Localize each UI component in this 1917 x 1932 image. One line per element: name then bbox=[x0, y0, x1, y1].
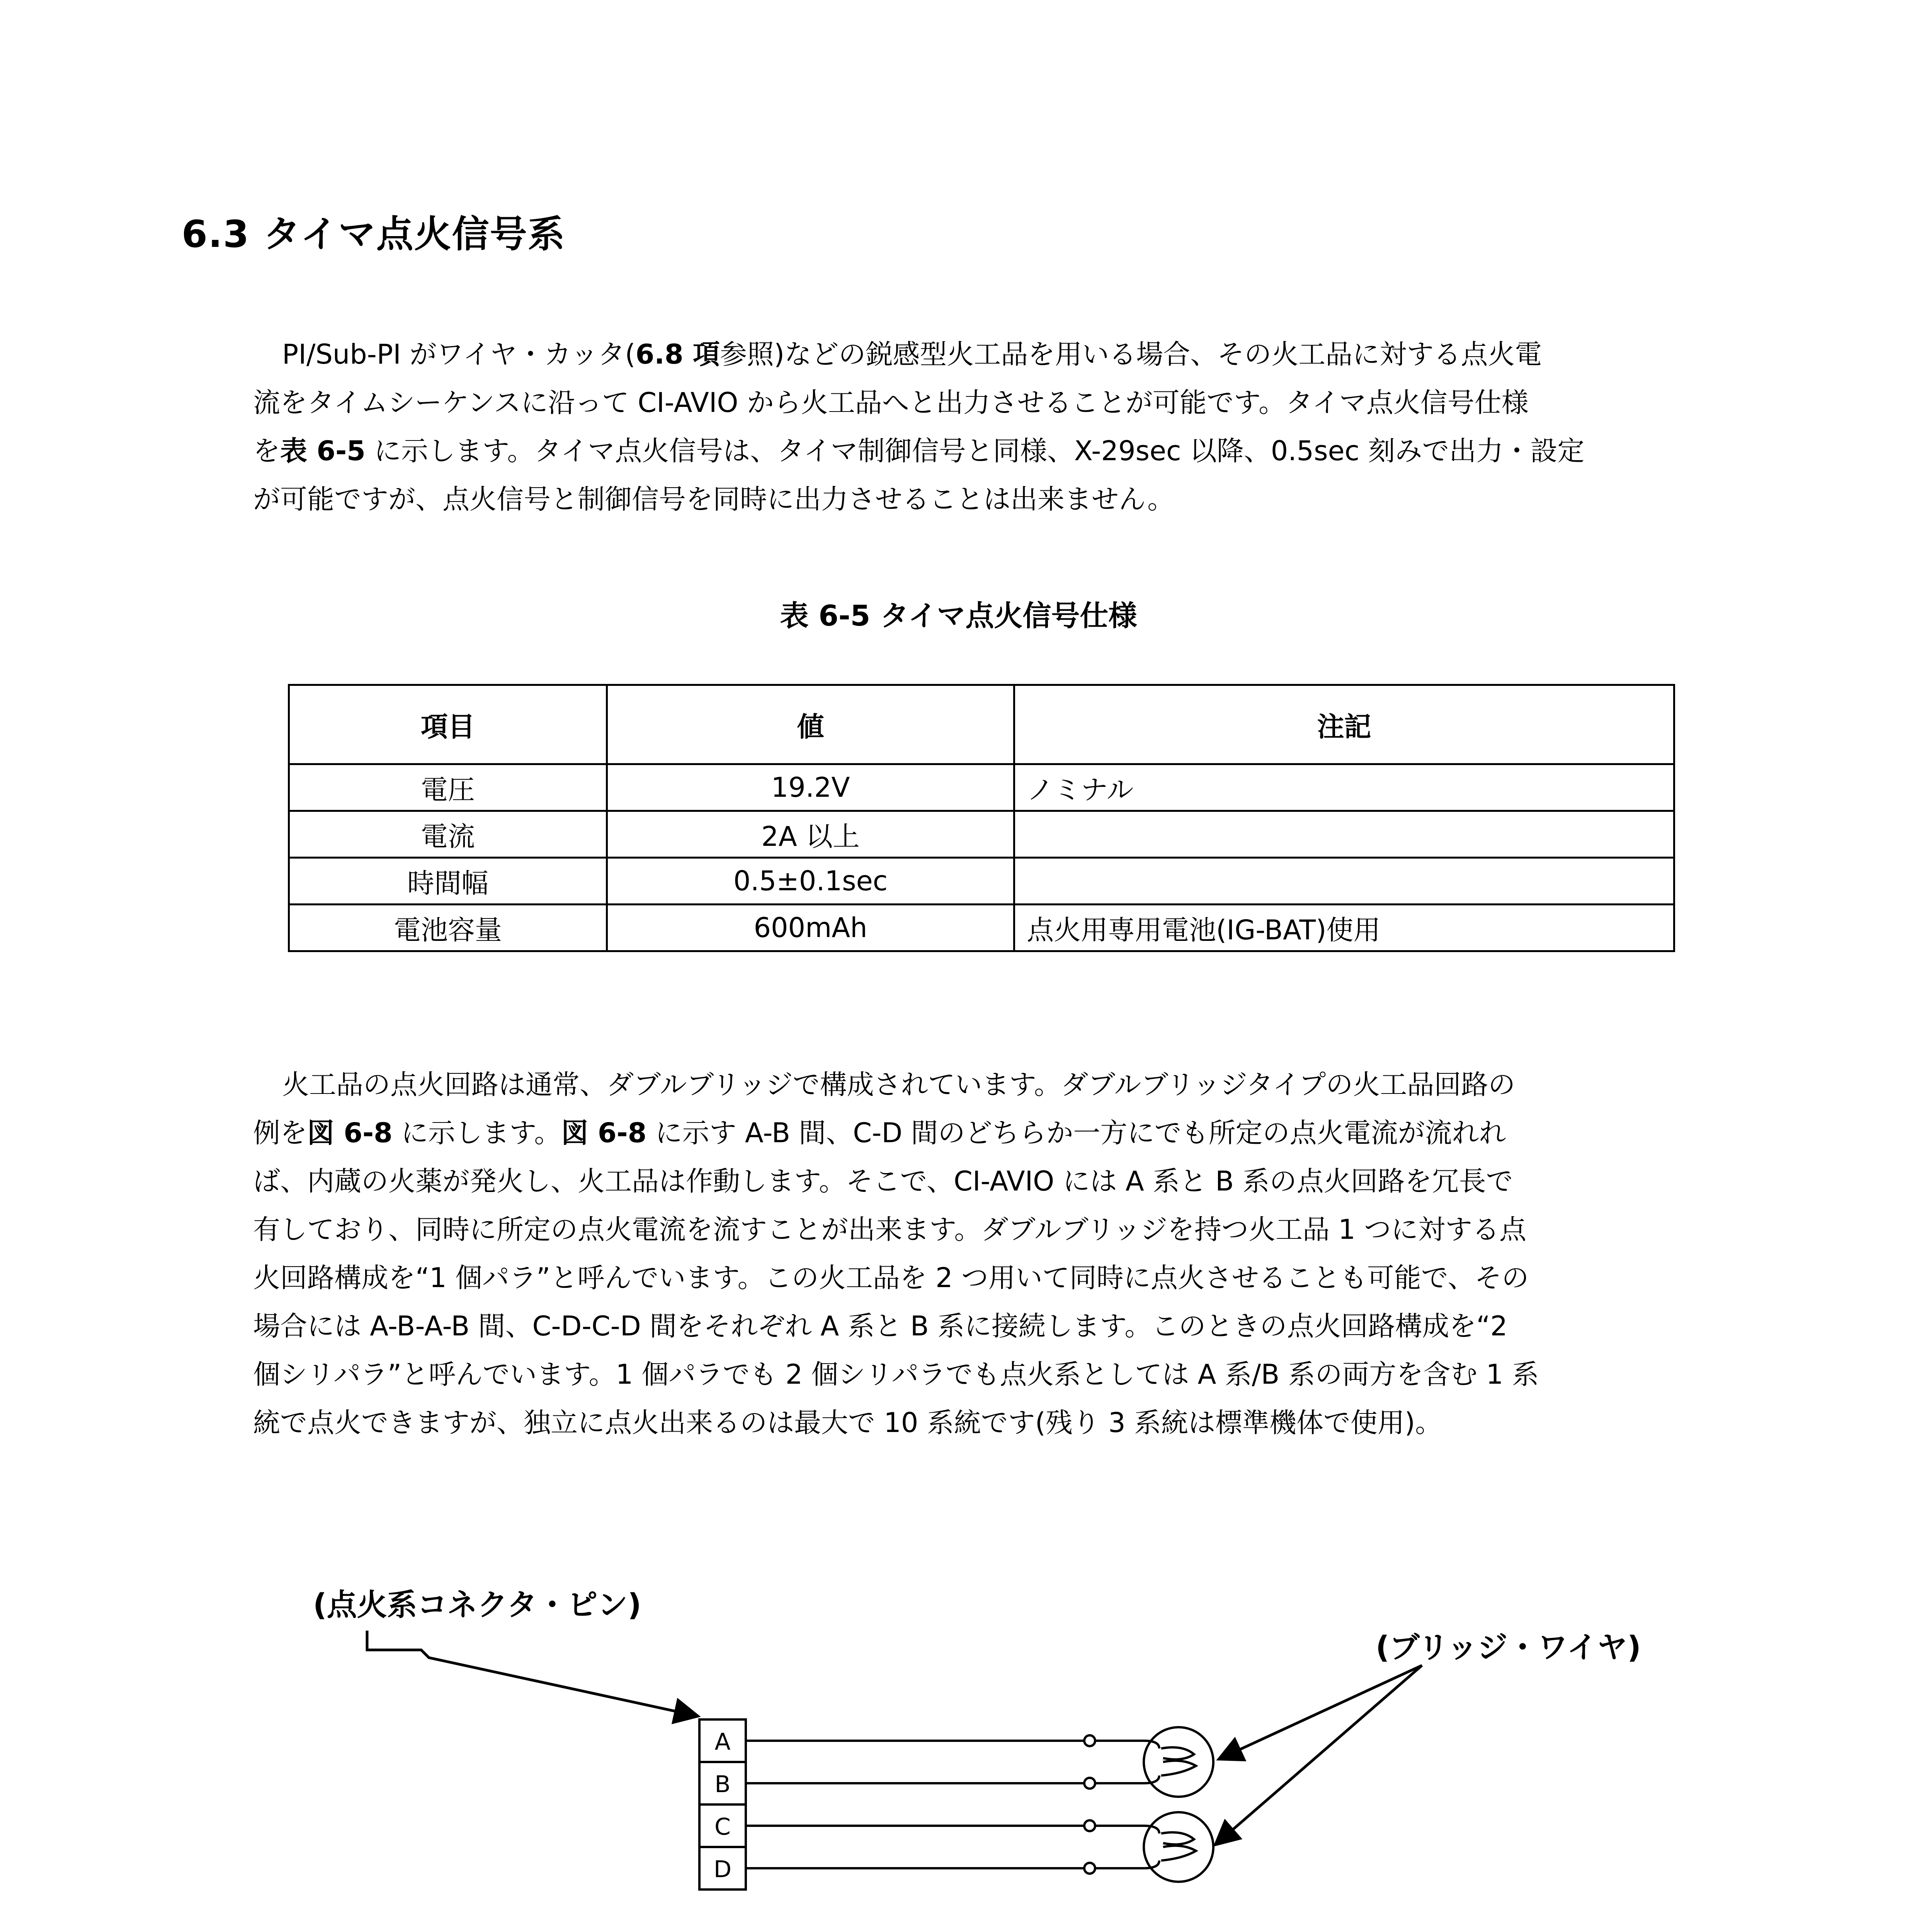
table-cell: 時間幅 bbox=[289, 858, 607, 905]
connector-arrow bbox=[367, 1631, 696, 1716]
table-cell bbox=[1014, 811, 1674, 858]
table-row bbox=[289, 858, 1674, 905]
pin-label-c: C bbox=[714, 1813, 731, 1840]
table-cell: 0.5±0.1sec bbox=[607, 858, 1014, 905]
table-cell: 2A 以上 bbox=[607, 811, 1014, 858]
paragraph-line: 有しており、同時に所定の点火電流を流すことが出来ます。ダブルブリッジを持つ火工品 1 つに対する点 bbox=[253, 1214, 1527, 1245]
circuit-paragraph bbox=[253, 1061, 1733, 1447]
table-caption: 表 6-5 タイマ点火信号仕様 bbox=[780, 599, 1137, 633]
table-header-row bbox=[289, 685, 1674, 764]
paragraph-line: が可能ですが、点火信号と制御信号を同時に出力させることは出来ません。 bbox=[253, 483, 1175, 515]
connector-pins bbox=[699, 1719, 746, 1889]
paragraph-line: 統で点火できますが、独立に点火出来るのは最大で 10 系統です(残り 3 系統は標準機体で使用)。 bbox=[253, 1407, 1442, 1439]
table-cell: ノミナル bbox=[1014, 764, 1674, 811]
table-cell: 19.2V bbox=[607, 764, 1014, 811]
section-reference: 6.8 項 bbox=[635, 338, 720, 370]
paragraph-line: 場合には A-B-A-B 間、C-D-C-D 間をそれぞれ A 系と B 系に接続します。このときの点火回路構成を“2 bbox=[253, 1310, 1508, 1342]
intro-paragraph bbox=[253, 330, 1733, 524]
table-row bbox=[289, 764, 1674, 811]
paragraph-line: 火回路構成を“1 個パラ”と呼んでいます。この火工品を 2 つ用いて同時に点火させることも可能で、その bbox=[253, 1262, 1529, 1294]
table-header: 注記 bbox=[1014, 685, 1674, 764]
terminal-dots bbox=[1084, 1735, 1095, 1874]
paragraph-line: 例を図 6-8 に示します。図 6-8 に示す A-B 間、C-D 間のどちらか一方にでも所定の点火電流が流れれ bbox=[253, 1117, 1506, 1149]
paragraph-line: 個シリパラ”と呼んでいます。1 個パラでも 2 個シリパラでも点火系としては A 系/B 系の両方を含む 1 系 bbox=[253, 1359, 1539, 1390]
circuit-wires bbox=[746, 1741, 1159, 1868]
section-title: 6.3 タイマ点火信号系 bbox=[182, 213, 566, 256]
paragraph-line: ば、内蔵の火薬が発火し、火工品は作動します。そこで、CI-AVIO には A 系と B 系の点火回路を冗長で bbox=[253, 1165, 1513, 1197]
table-header: 値 bbox=[607, 685, 1014, 764]
bridge-wire-label: (ブリッジ・ワイヤ) bbox=[1376, 1630, 1641, 1665]
bridge-arrows bbox=[1217, 1665, 1422, 1843]
table-row bbox=[289, 811, 1674, 858]
pin-label-d: D bbox=[713, 1856, 732, 1883]
table-cell: 電流 bbox=[289, 811, 607, 858]
table-reference: 表 6-5 bbox=[280, 435, 366, 467]
table-cell: 600mAh bbox=[607, 905, 1014, 951]
table-cell: 点火用専用電池(IG-BAT)使用 bbox=[1014, 905, 1674, 951]
pin-label-b: B bbox=[714, 1771, 731, 1798]
connector-pin-label: (点火系コネクタ・ピン) bbox=[313, 1588, 641, 1622]
paragraph-line: 流をタイムシーケンスに沿って CI-AVIO から火工品へと出力させることが可能です。タイマ点火信号仕様 bbox=[253, 387, 1529, 418]
bridge-wire-1 bbox=[1144, 1727, 1213, 1797]
spec-table bbox=[288, 684, 1675, 952]
paragraph-line: を表 6-5 に示します。タイマ点火信号は、タイマ制御信号と同様、X-29sec 以降、0.5sec 刻みで出力・設定 bbox=[253, 435, 1585, 467]
table-cell: 電池容量 bbox=[289, 905, 607, 951]
figure-reference: 図 6-8 bbox=[307, 1117, 393, 1149]
pin-label-a: A bbox=[714, 1728, 731, 1755]
table-row bbox=[289, 905, 1674, 951]
figure-reference: 図 6-8 bbox=[561, 1117, 647, 1149]
table-header: 項目 bbox=[289, 685, 607, 764]
bridge-wire-2 bbox=[1144, 1812, 1213, 1882]
table-cell: 電圧 bbox=[289, 764, 607, 811]
paragraph-line: PI/Sub-PI がワイヤ・カッタ(6.8 項参照)などの鋭感型火工品を用いる場合、その火工品に対する点火電 bbox=[282, 338, 1542, 370]
table-cell bbox=[1014, 858, 1674, 905]
double-bridge-circuit-diagram bbox=[294, 1565, 1646, 1932]
paragraph-line: 火工品の点火回路は通常、ダブルブリッジで構成されています。ダブルブリッジタイプの火工品回路の bbox=[282, 1069, 1516, 1100]
